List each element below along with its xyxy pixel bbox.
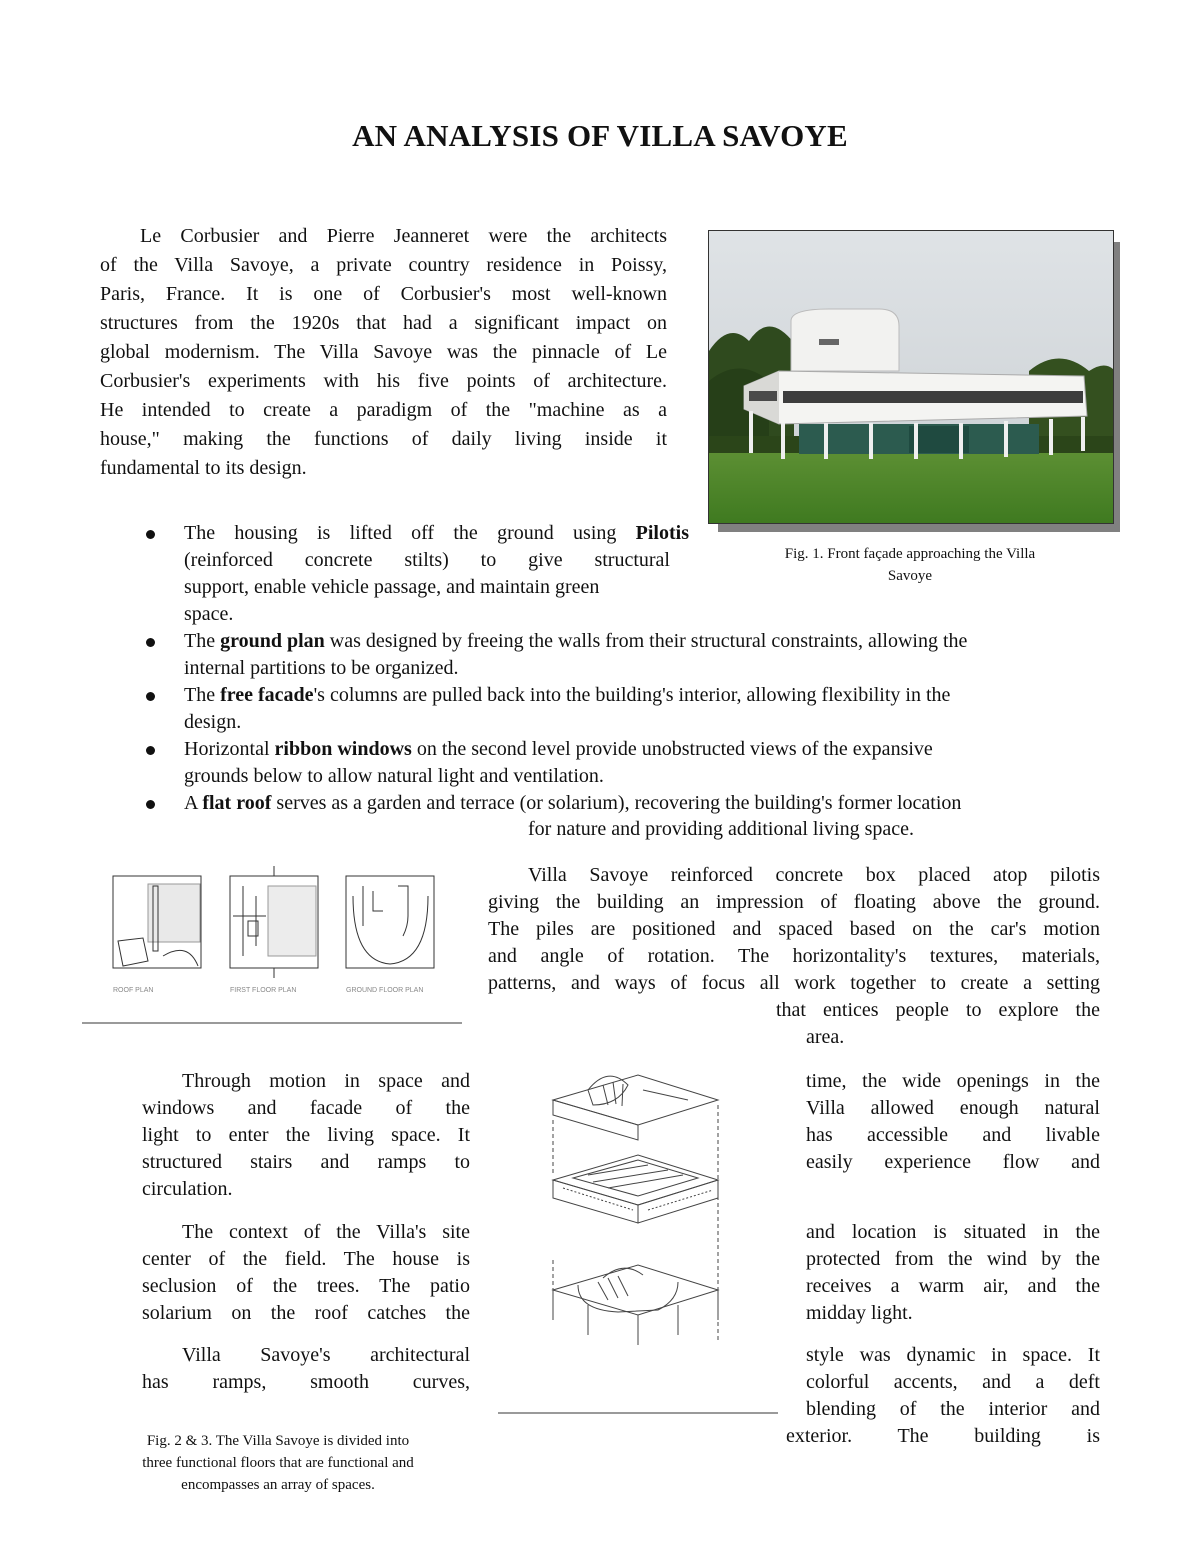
right-column-block: style was dynamic in space. It colorful accents, and a deft blending of the interior and [806,1344,1100,1420]
left-column-block: Through motion in space and windows and facade of the light to enter the living space. It structured stairs and ramps to circulation. [142,1070,470,1200]
term-ground-plan: ground plan [220,630,325,652]
fig2-caption [100,1430,456,1496]
right-paragraph-tail: that entices people to explore the area. [776,999,1100,1048]
intro-line: Corbusier's experiments with his five points of architecture. [100,370,667,392]
intro-line: Le Corbusier and Pierre Jeanneret were the architects [140,225,667,247]
right-paragraph: Villa Savoye reinforced concrete box placed atop pilotis giving the building an impression of floating above the ground. The piles are positioned and spaced based on the car's motion and angle of rotation. The horizontality's textures, materials, patterns, and ways of focus all work together to create a setting [488,864,1100,994]
caption-line: Fig. 2 & 3. The Villa Savoye is divided into [146,1433,410,1449]
intro-paragraph [100,222,667,483]
left-column-block: Villa Savoye's architectural has ramps, smooth curves, [142,1344,470,1393]
intro-line: house," making the functions of daily living inside it [100,428,667,450]
villa-photo [708,230,1114,524]
page-title: AN ANALYSIS OF VILLA SAVOYE [352,118,848,153]
bullet-dot [146,638,155,647]
bullet-dot [146,746,155,755]
intro-line: global modernism. The Villa Savoye was the pinnacle of Le [100,341,667,363]
intro-line: Paris, France. It is one of Corbusier's most well-known [100,283,667,305]
caption-line: encompasses an array of spaces. [181,1477,375,1493]
figure-divider [498,1412,778,1414]
list-item: Horizontal ribbon windows on the second level provide unobstructed views of the expansive grounds below to allow natural light and ventilation. [140,736,1120,790]
right-column-block: and location is situated in the protected from the wind by the receives a warm air, and the midday light. [806,1221,1100,1324]
bullet-dot [146,692,155,701]
axonometric-diagram [548,1060,728,1360]
intro-line: of the Villa Savoye, a private country residence in Poissy, [100,254,667,276]
five-points-list [140,520,1120,817]
term-free-facade: free facade [220,684,314,706]
intro-line: structures from the 1920s that had a significant impact on [100,312,667,334]
bullet-continuation: for nature and providing additional living space. [528,818,915,840]
floor-plans-figure [108,866,448,998]
list-item: The housing is lifted off the ground using Pilotis (reinforced concrete stilts) to give structural support, enable vehicle passage, and maintain green space. [140,520,689,628]
intro-line: fundamental to its design. [100,457,307,479]
intro-line: He intended to create a paradigm of the "machine as a [100,399,667,421]
caption-line: Fig. 1. Front façade approaching the Villa [784,546,1036,562]
caption-line: Savoye [887,568,933,584]
term-pilotis: Pilotis [635,522,689,544]
right-column-block: time, the wide openings in the Villa allowed enough natural has accessible and livable easily experience flow and [806,1070,1100,1173]
bullet-dot [146,800,155,809]
plan-label: FIRST FLOOR PLAN [230,987,297,994]
left-column-block: The context of the Villa's site center of the field. The house is seclusion of the trees. The patio solarium on the roof catches the [142,1221,470,1324]
plan-label: GROUND FLOOR PLAN [346,987,424,994]
term-ribbon-windows: ribbon windows [274,738,412,760]
term-flat-roof: flat roof [202,792,272,814]
bullet-dot [146,530,155,539]
list-item: The free facade's columns are pulled back into the building's interior, allowing flexibility in the design. [140,682,1120,736]
list-item: The ground plan was designed by freeing the walls from their structural constraints, allowing the internal partitions to be organized. [140,628,1120,682]
list-item: A flat roof serves as a garden and terrace (or solarium), recovering the building's former location [140,790,1120,817]
plan-label: ROOF PLAN [113,987,154,994]
figure-divider [82,1022,462,1024]
caption-line: three functional floors that are functional and [142,1455,414,1471]
right-column-last-line: exterior. The building is [786,1425,1100,1447]
